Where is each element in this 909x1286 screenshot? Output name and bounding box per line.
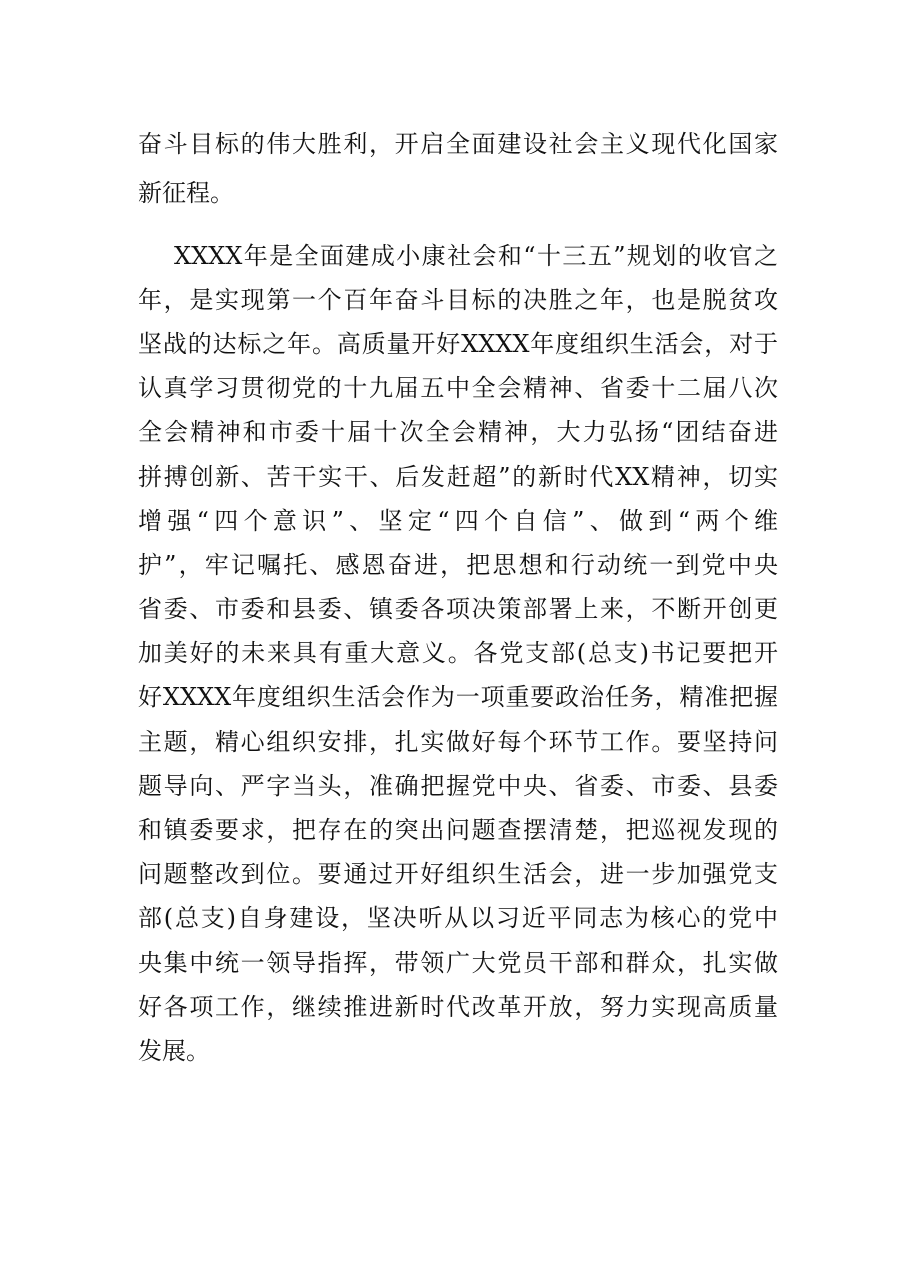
paragraph-2-line-16: 部(总支)自身建设，坚决听从以习近平同志为核心的党中 [138,904,778,932]
paragraph-2-line-18: 好各项工作，继续推进新时代改革开放，努力实现高质量 [138,993,778,1021]
paragraph-2-line-19: 发展。 [138,1037,210,1065]
paragraph-2-line-1: XXXX年是全面建成小康社会和“十三五”规划的收官之 [174,242,778,270]
paragraph-1-line-2: 新征程。 [138,179,234,207]
paragraph-2-line-15: 问题整改到位。要通过开好组织生活会，进一步加强党支 [138,860,778,888]
paragraph-2-line-12: 主题，精心组织安排，扎实做好每个环节工作。要坚持问 [138,728,778,756]
paragraph-2-line-13: 题导向、严字当头，准确把握党中央、省委、市委、县委 [138,772,778,800]
paragraph-2-line-7: 增强“四个意识”、坚定“四个自信”、做到“两个维 [138,507,778,535]
paragraph-2-line-4: 认真学习贯彻党的十九届五中全会精神、省委十二届八次 [138,374,778,402]
paragraph-1-line-1: 奋斗目标的伟大胜利，开启全面建设社会主义现代化国家 [138,130,778,158]
paragraph-2-line-14: 和镇委要求，把存在的突出问题查摆清楚，把巡视发现的 [138,816,778,844]
paragraph-2-line-5: 全会精神和市委十届十次全会精神，大力弘扬“团结奋进 [138,418,778,446]
paragraph-2-line-6: 拼搏创新、苦干实干、后发赶超”的新时代XX精神，切实 [138,463,778,491]
paragraph-2-line-8: 护”，牢记嘱托、感恩奋进，把思想和行动统一到党中央 [138,551,778,579]
paragraph-2-line-17: 央集中统一领导指挥，带领广大党员干部和群众，扎实做 [138,949,778,977]
paragraph-2-line-3: 坚战的达标之年。高质量开好XXXX年度组织生活会，对于 [138,330,778,358]
paragraph-2-line-9: 省委、市委和县委、镇委各项决策部署上来，不断开创更 [138,595,778,623]
paragraph-2-line-2: 年，是实现第一个百年奋斗目标的决胜之年，也是脱贫攻 [138,286,778,314]
paragraph-2-line-10: 加美好的未来具有重大意义。各党支部(总支)书记要把开 [138,639,778,667]
paragraph-2-line-11: 好XXXX年度组织生活会作为一项重要政治任务，精准把握 [138,683,778,711]
